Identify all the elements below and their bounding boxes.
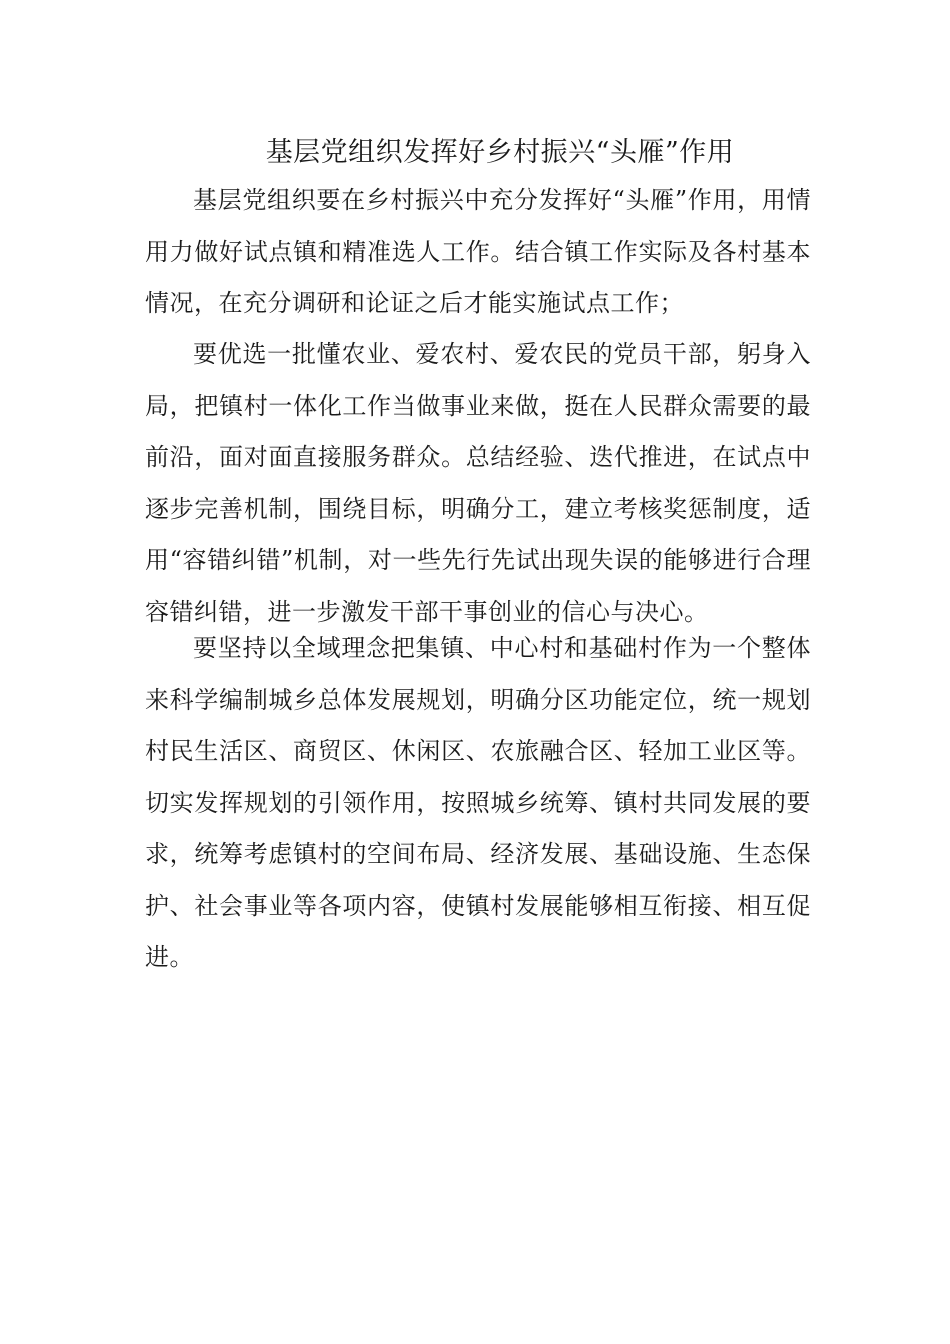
document-title: 基层党组织发挥好乡村振兴“头雁”作用 (265, 137, 735, 168)
paragraph-2: 要优选一批懂农业、爱农村、爱农民的党员干部，躬身入局，把镇村一体化工作当做事业来做，挺在人民群众需要的最前沿，面对面直接服务群众。总结经验、迭代推进，在试点中逐步完善机制，围绕目标，明确分工，建立考核奖惩制度，适用“容错纠错”机制，对一些先行先试出现失误的能够进行合理容错纠错，进一步激发干部干事创业的信心与决心。 (145, 340, 811, 626)
paragraph-3: 要坚持以全域理念把集镇、中心村和基础村作为一个整体来科学编制城乡总体发展规划，明确分区功能定位，统一规划村民生活区、商贸区、休闲区、农旅融合区、轻加工业区等。切实发挥规划的引领作用，按照城乡统筹、镇村共同发展的要求，统筹考虑镇村的空间布局、经济发展、基础设施、生态保护、社会事业等各项内容，使镇村发展能够相互衔接、相互促进。 (145, 634, 811, 971)
paragraph-1: 基层党组织要在乡村振兴中充分发挥好“头雁”作用，用情用力做好试点镇和精准选人工作。结合镇工作实际及各村基本情况，在充分调研和论证之后才能实施试点工作； (145, 186, 811, 317)
